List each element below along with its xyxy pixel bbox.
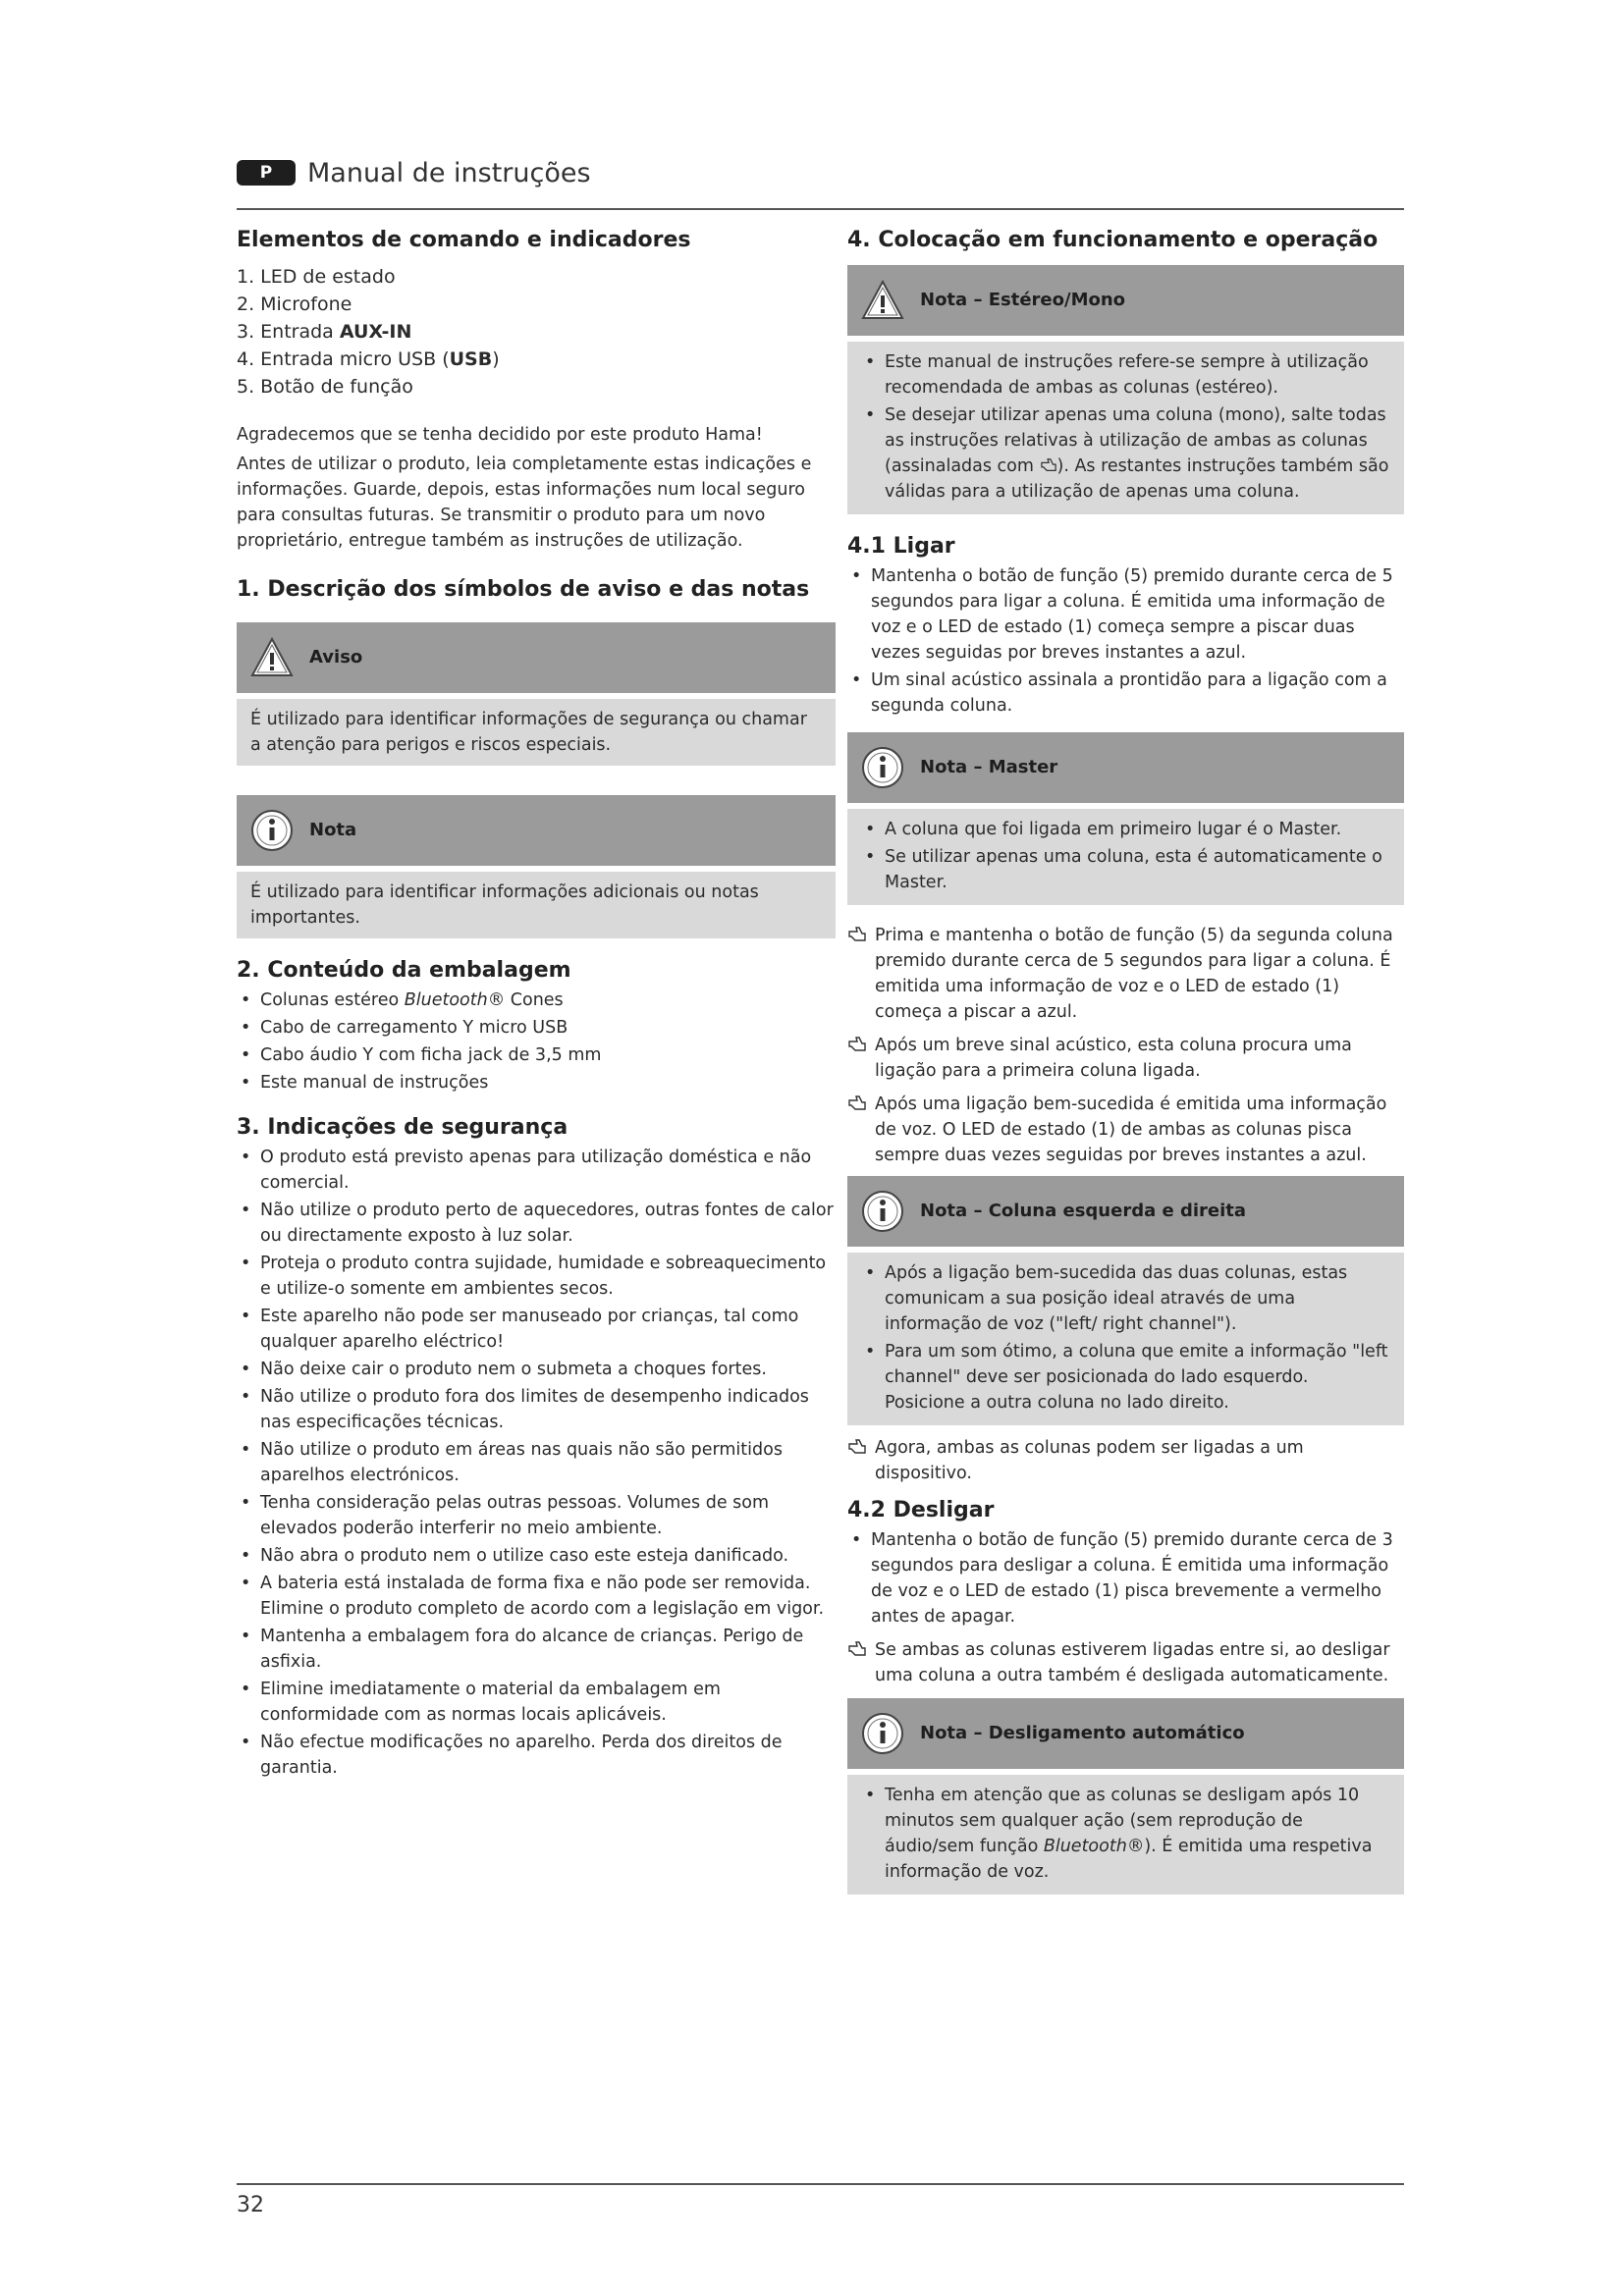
- note-lr-list: [861, 1260, 1390, 1415]
- list-item: • Este manual de instruções: [237, 1070, 836, 1095]
- note-master-title: Nota – Master: [920, 757, 1058, 777]
- section4-heading: 4. Colocação em funcionamento e operação: [847, 228, 1379, 252]
- control-item: 5. Botão de função: [237, 376, 413, 398]
- note-lr-header: [847, 1176, 1404, 1247]
- section1-heading: 1. Descrição dos símbolos de aviso e das notas: [237, 577, 810, 602]
- list-item: • Este manual de instruções refere-se sempre à utilização recomendada de ambas as colunas (estéreo).: [861, 349, 1390, 400]
- list-item: • Mantenha o botão de função (5) premido durante cerca de 5 segundos para ligar a coluna. É emitida uma informação de voz e o LED de estado (1) começa sempre a piscar duas vezes seguidas por breves instantes a azul.: [847, 563, 1404, 666]
- hand-icon: [847, 1094, 867, 1113]
- note-auto-list: [861, 1783, 1390, 1885]
- note-master-box: [847, 732, 1404, 905]
- note-auto-header: [847, 1698, 1404, 1769]
- list-item: • A bateria está instalada de forma fixa e não pode ser removida. Elimine o produto completo de acordo com a legislação em vigor.: [237, 1571, 836, 1622]
- list-item: • Cabo de carregamento Y micro USB: [237, 1015, 836, 1041]
- warning-box-header: [237, 622, 836, 693]
- step-item: Se ambas as colunas estiverem ligadas entre si, ao desligar uma coluna a outra também é desligada automaticamente.: [847, 1637, 1404, 1688]
- list-item: • Mantenha o botão de função (5) premido durante cerca de 3 segundos para desligar a coluna. É emitida uma informação de voz e o LED de estado (1) pisca brevemente a vermelho antes de apagar.: [847, 1527, 1404, 1629]
- info-icon: [861, 1190, 904, 1233]
- safety-list: [237, 1145, 836, 1781]
- language-badge: P: [237, 160, 296, 186]
- note-title: Nota: [309, 820, 357, 840]
- control-item: 4. Entrada micro USB (USB): [237, 348, 500, 370]
- list-item: • Após a ligação bem-sucedida das duas colunas, estas comunicam a sua posição ideal através de uma informação de voz ("left/ right channel").: [861, 1260, 1390, 1337]
- control-item: 3. Entrada AUX-IN: [237, 321, 412, 343]
- right-column: [847, 226, 1404, 1912]
- info-icon: [250, 809, 294, 852]
- list-item: • Não utilize o produto fora dos limites de desempenho indicados nas especificações técnicas.: [237, 1384, 836, 1435]
- note-master-list: [861, 817, 1390, 895]
- package-list: [237, 988, 836, 1095]
- section41-heading: 4.1 Ligar: [847, 534, 955, 559]
- section3-heading: 3. Indicações de segurança: [237, 1115, 568, 1140]
- ligar-list: [847, 563, 1404, 719]
- note-stereo-box: [847, 265, 1404, 514]
- list-item: • A coluna que foi ligada em primeiro lugar é o Master.: [861, 817, 1390, 842]
- note-auto-title: Nota – Desligamento automático: [920, 1723, 1245, 1743]
- note-text: É utilizado para identificar informações adicionais ou notas importantes.: [237, 872, 836, 938]
- hand-icon: [847, 1437, 867, 1457]
- list-item: • Tenha consideração pelas outras pessoas. Volumes de som elevados poderão interferir no meio ambiente.: [237, 1490, 836, 1541]
- list-item: • Proteja o produto contra sujidade, humidade e sobreaquecimento e utilize-o somente em ambientes secos.: [237, 1251, 836, 1302]
- note-box: [237, 795, 836, 938]
- list-item: • Mantenha a embalagem fora do alcance de crianças. Perigo de asfixia.: [237, 1624, 836, 1675]
- list-item: • O produto está previsto apenas para utilização doméstica e não comercial.: [237, 1145, 836, 1196]
- note-lr-title: Nota – Coluna esquerda e direita: [920, 1201, 1247, 1221]
- hand-icon: [847, 1639, 867, 1659]
- page-number: 32: [237, 2193, 264, 2217]
- list-item: • Não utilize o produto perto de aquecedores, outras fontes de calor ou directamente exposto à luz solar.: [237, 1198, 836, 1249]
- list-item: • Não deixe cair o produto nem o submeta a choques fortes.: [237, 1357, 836, 1382]
- note-box-header: [237, 795, 836, 866]
- controls-heading: Elementos de comando e indicadores: [237, 228, 691, 252]
- list-item: • Não utilize o produto em áreas nas quais não são permitidos aparelhos electrónicos.: [237, 1437, 836, 1488]
- note-lr-box: [847, 1176, 1404, 1425]
- list-item: • Elimine imediatamente o material da embalagem em conformidade com as normas locais aplicáveis.: [237, 1677, 836, 1728]
- intro-p1: Agradecemos que se tenha decidido por este produto Hama!: [237, 425, 763, 445]
- header-title: Manual de instruções: [307, 157, 591, 188]
- info-icon: [861, 1712, 904, 1755]
- note-stereo-header: [847, 265, 1404, 336]
- note-stereo-body: [847, 342, 1404, 514]
- control-item: 1. LED de estado: [237, 266, 396, 288]
- note-master-body: [847, 809, 1404, 905]
- intro-p2: Antes de utilizar o produto, leia completamente estas indicações e informações. Guarde, depois, estas informações num local seguro para consultas futuras. Se transmitir o produto para um novo proprietário, entregue também as instruções de utilização.: [237, 454, 812, 551]
- warning-title: Aviso: [309, 647, 363, 667]
- warning-icon: [250, 636, 294, 679]
- info-icon: [861, 746, 904, 789]
- hand-icon: [1040, 457, 1057, 473]
- footer-rule: [237, 2183, 1404, 2185]
- list-item: • Se utilizar apenas uma coluna, esta é automaticamente o Master.: [861, 844, 1390, 895]
- page-header: [237, 155, 591, 190]
- list-item: • Cabo áudio Y com ficha jack de 3,5 mm: [237, 1042, 836, 1068]
- step-item: Após uma ligação bem-sucedida é emitida uma informação de voz. O LED de estado (1) de ambas as colunas pisca sempre duas vezes seguidas por breves instantes a azul.: [847, 1092, 1404, 1168]
- step-item: Agora, ambas as colunas podem ser ligadas a um dispositivo.: [847, 1435, 1404, 1486]
- section2-heading: 2. Conteúdo da embalagem: [237, 958, 571, 983]
- step-item: Prima e mantenha o botão de função (5) da segunda coluna premido durante cerca de 5 segundos para ligar a coluna. É emitida uma informação de voz e o LED de estado (1) começa a piscar a azul.: [847, 923, 1404, 1025]
- left-column: [237, 226, 836, 1783]
- controls-list: [237, 263, 836, 400]
- note-master-header: [847, 732, 1404, 803]
- note-auto-body: [847, 1775, 1404, 1895]
- note-lr-body: [847, 1253, 1404, 1425]
- list-item: • Não abra o produto nem o utilize caso este esteja danificado.: [237, 1543, 836, 1569]
- list-item: • Um sinal acústico assinala a prontidão para a ligação com a segunda coluna.: [847, 667, 1404, 719]
- list-item: • Não efectue modificações no aparelho. Perda dos direitos de garantia.: [237, 1730, 836, 1781]
- warning-box: [237, 622, 836, 766]
- step-item: Após um breve sinal acústico, esta coluna procura uma ligação para a primeira coluna ligada.: [847, 1033, 1404, 1084]
- list-item: • Este aparelho não pode ser manuseado por crianças, tal como qualquer aparelho eléctrico!: [237, 1304, 836, 1355]
- hand-icon: [847, 925, 867, 944]
- note-stereo-title: Nota – Estéreo/Mono: [920, 290, 1126, 310]
- control-item: 2. Microfone: [237, 294, 352, 315]
- list-item: • Para um som ótimo, a coluna que emite a informação "left channel" deve ser posicionada do lado esquerdo. Posicione a outra coluna no lado direito.: [861, 1339, 1390, 1415]
- list-item: • Colunas estéreo Bluetooth® Cones: [237, 988, 836, 1013]
- note-stereo-list: [861, 349, 1390, 505]
- pairing-steps: [847, 923, 1404, 1168]
- list-item: • Tenha em atenção que as colunas se desligam após 10 minutos sem qualquer ação (sem reprodução de áudio/sem função Bluetooth®). É emitida uma respetiva informação de voz.: [861, 1783, 1390, 1885]
- desligar-list: [847, 1527, 1404, 1629]
- warning-icon: [861, 279, 904, 322]
- warning-text: É utilizado para identificar informações de segurança ou chamar a atenção para perigos e riscos especiais.: [237, 699, 836, 766]
- list-item: • Se desejar utilizar apenas uma coluna (mono), salte todas as instruções relativas à utilização de ambas as colunas (assinaladas com ). As restantes instruções também são válidas para a utilização de apenas uma coluna.: [861, 402, 1390, 505]
- desligar-steps: [847, 1637, 1404, 1688]
- hand-icon: [847, 1035, 867, 1054]
- section42-heading: 4.2 Desligar: [847, 1498, 995, 1522]
- header-rule: [237, 208, 1404, 210]
- note-auto-box: [847, 1698, 1404, 1895]
- after-lr-steps: [847, 1435, 1404, 1486]
